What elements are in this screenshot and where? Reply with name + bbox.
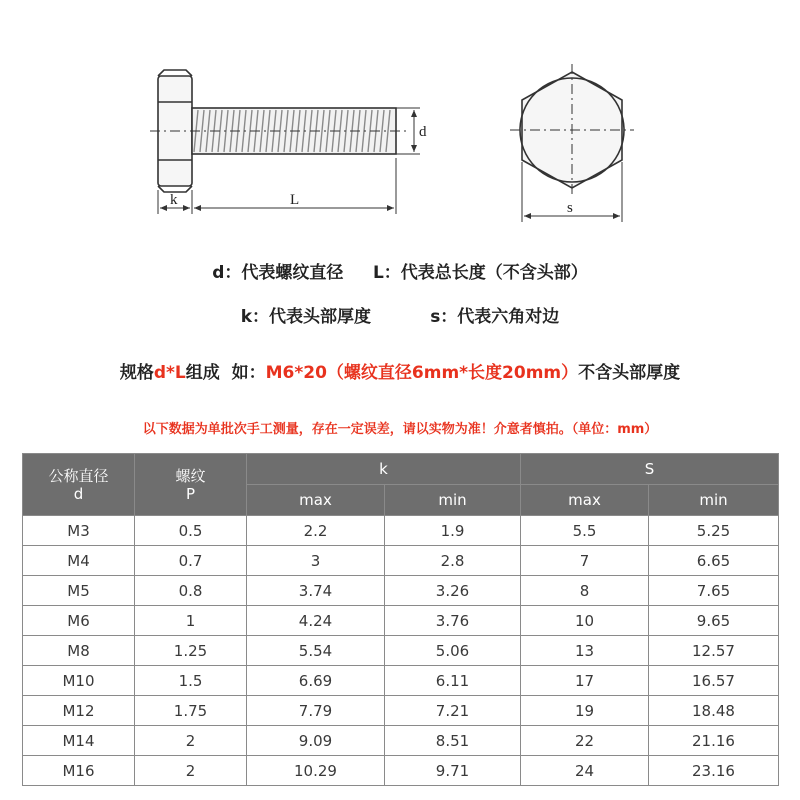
cell-d: M16 bbox=[23, 756, 135, 786]
bolt-spec-table bbox=[22, 453, 779, 786]
header-s: S bbox=[521, 454, 779, 485]
table-row bbox=[23, 606, 779, 636]
cell-s-min: 5.25 bbox=[649, 516, 779, 546]
cell-k-max: 4.24 bbox=[247, 606, 385, 636]
table-row bbox=[23, 516, 779, 546]
spec-tail: 不含头部厚度 bbox=[578, 363, 681, 383]
cell-s-max: 17 bbox=[521, 666, 649, 696]
header-k-min: min bbox=[385, 485, 521, 516]
cell-k-max: 2.2 bbox=[247, 516, 385, 546]
legend-line-1 bbox=[0, 258, 800, 283]
cell-s-max: 8 bbox=[521, 576, 649, 606]
cell-s-min: 9.65 bbox=[649, 606, 779, 636]
cell-d: M14 bbox=[23, 726, 135, 756]
cell-p: 0.8 bbox=[135, 576, 247, 606]
cell-s-min: 23.16 bbox=[649, 756, 779, 786]
label-d: d bbox=[419, 124, 427, 140]
table-row bbox=[23, 666, 779, 696]
cell-d: M8 bbox=[23, 636, 135, 666]
legend-s: s：代表六角对边 bbox=[430, 307, 560, 327]
cell-s-max: 10 bbox=[521, 606, 649, 636]
cell-k-min: 6.11 bbox=[385, 666, 521, 696]
table-row bbox=[23, 636, 779, 666]
cell-p: 1.75 bbox=[135, 696, 247, 726]
cell-k-max: 5.54 bbox=[247, 636, 385, 666]
cell-k-max: 10.29 bbox=[247, 756, 385, 786]
cell-p: 2 bbox=[135, 756, 247, 786]
cell-d: M5 bbox=[23, 576, 135, 606]
bolt-side-view bbox=[150, 70, 420, 214]
table-row bbox=[23, 546, 779, 576]
cell-k-min: 3.76 bbox=[385, 606, 521, 636]
label-L: L bbox=[290, 192, 300, 208]
cell-p: 1.5 bbox=[135, 666, 247, 696]
cell-k-min: 2.8 bbox=[385, 546, 521, 576]
bolt-top-view bbox=[510, 64, 634, 222]
header-s-max: max bbox=[521, 485, 649, 516]
legend-L: L：代表总长度（不含头部） bbox=[372, 263, 588, 283]
header-nominal-diameter: 公称直径 d bbox=[23, 454, 135, 516]
bolt-technical-drawing bbox=[0, 0, 800, 240]
cell-s-min: 12.57 bbox=[649, 636, 779, 666]
cell-k-min: 7.21 bbox=[385, 696, 521, 726]
spec-suffix: 组成 如： bbox=[185, 363, 266, 383]
cell-p: 2 bbox=[135, 726, 247, 756]
cell-k-max: 9.09 bbox=[247, 726, 385, 756]
cell-d: M12 bbox=[23, 696, 135, 726]
cell-s-min: 18.48 bbox=[649, 696, 779, 726]
cell-k-min: 9.71 bbox=[385, 756, 521, 786]
legend-k: k：代表头部厚度 bbox=[240, 307, 371, 327]
cell-s-min: 6.65 bbox=[649, 546, 779, 576]
cell-k-max: 3 bbox=[247, 546, 385, 576]
cell-k-max: 6.69 bbox=[247, 666, 385, 696]
cell-p: 1.25 bbox=[135, 636, 247, 666]
cell-s-min: 16.57 bbox=[649, 666, 779, 696]
cell-s-min: 21.16 bbox=[649, 726, 779, 756]
legend-line-2 bbox=[0, 302, 800, 327]
table-row bbox=[23, 576, 779, 606]
cell-s-max: 7 bbox=[521, 546, 649, 576]
cell-s-max: 5.5 bbox=[521, 516, 649, 546]
header-pitch: 螺纹 P bbox=[135, 454, 247, 516]
legend-d: d：代表螺纹直径 bbox=[212, 263, 344, 283]
cell-s-max: 24 bbox=[521, 756, 649, 786]
measurement-notice: 以下数据为单批次手工测量，存在一定误差，请以实物为准！介意者慎拍。（单位：mm） bbox=[142, 422, 658, 437]
spec-example-line bbox=[0, 358, 800, 383]
cell-s-max: 19 bbox=[521, 696, 649, 726]
cell-s-max: 13 bbox=[521, 636, 649, 666]
label-k: k bbox=[170, 192, 178, 208]
table-row bbox=[23, 756, 779, 786]
cell-d: M4 bbox=[23, 546, 135, 576]
cell-p: 1 bbox=[135, 606, 247, 636]
cell-k-max: 7.79 bbox=[247, 696, 385, 726]
cell-s-min: 7.65 bbox=[649, 576, 779, 606]
cell-d: M3 bbox=[23, 516, 135, 546]
cell-k-min: 5.06 bbox=[385, 636, 521, 666]
header-k-max: max bbox=[247, 485, 385, 516]
table-body bbox=[23, 516, 779, 786]
spec-formula: d*L bbox=[153, 363, 186, 383]
spec-prefix: 规格 bbox=[119, 363, 154, 383]
cell-s-max: 22 bbox=[521, 726, 649, 756]
label-s: s bbox=[567, 200, 573, 216]
table-row bbox=[23, 726, 779, 756]
cell-p: 0.5 bbox=[135, 516, 247, 546]
cell-d: M6 bbox=[23, 606, 135, 636]
header-s-min: min bbox=[649, 485, 779, 516]
cell-k-min: 3.26 bbox=[385, 576, 521, 606]
cell-k-min: 8.51 bbox=[385, 726, 521, 756]
cell-k-max: 3.74 bbox=[247, 576, 385, 606]
spec-example: M6*20（螺纹直径6mm*长度20mm） bbox=[265, 363, 579, 383]
table-row bbox=[23, 696, 779, 726]
cell-k-min: 1.9 bbox=[385, 516, 521, 546]
header-k: k bbox=[247, 454, 521, 485]
cell-d: M10 bbox=[23, 666, 135, 696]
cell-p: 0.7 bbox=[135, 546, 247, 576]
